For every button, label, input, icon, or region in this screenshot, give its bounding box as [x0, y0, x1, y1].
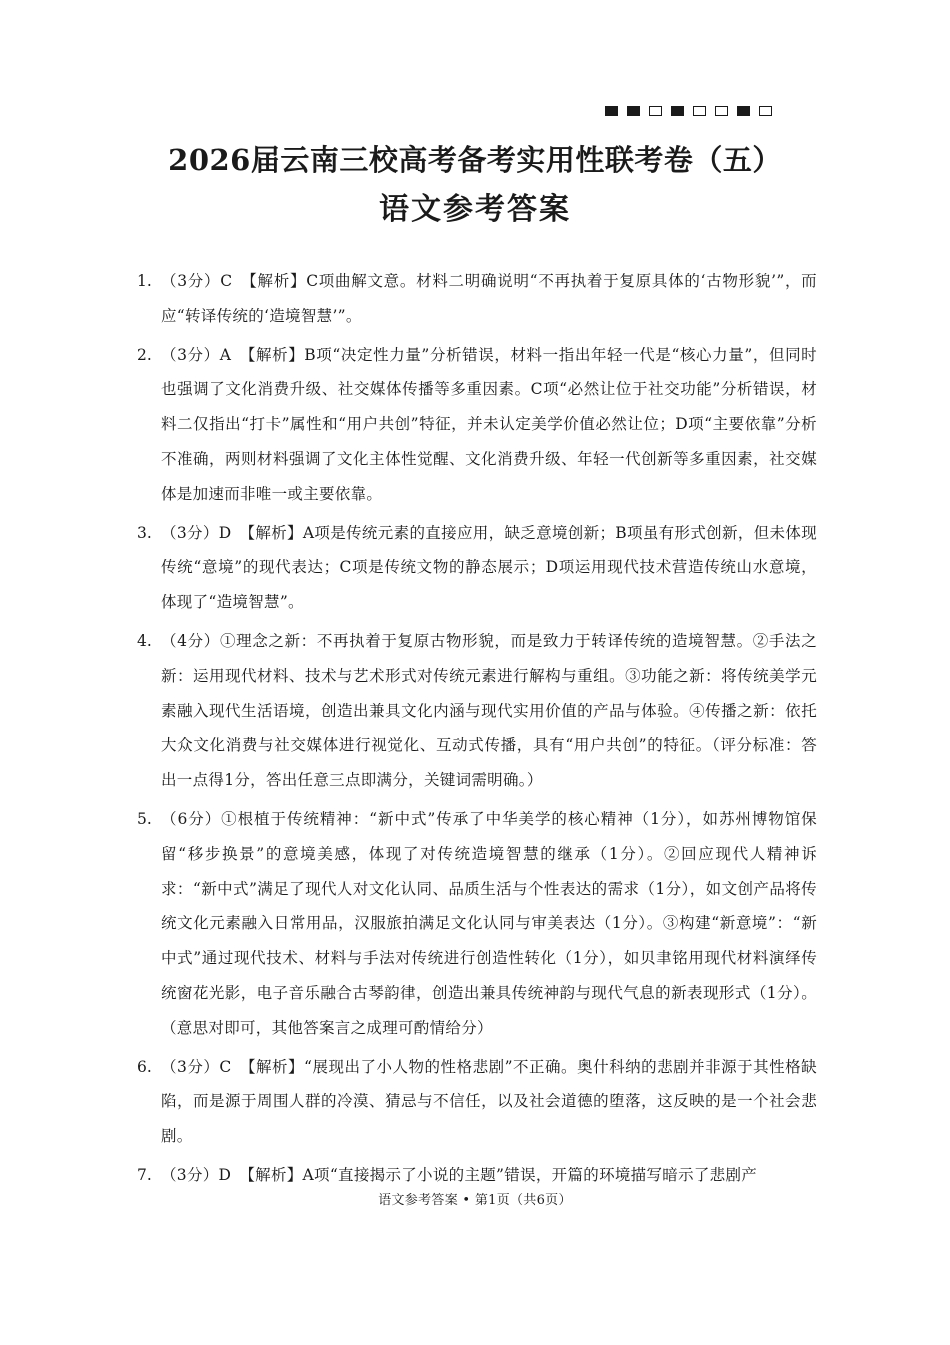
filled-square-mark	[671, 106, 684, 116]
answer-item	[137, 516, 817, 620]
answer-item	[137, 1050, 817, 1154]
answer-item	[137, 1158, 817, 1193]
answer-item	[137, 624, 817, 798]
answer-item	[137, 802, 817, 1046]
filled-square-mark	[605, 106, 618, 116]
empty-square-mark	[715, 106, 728, 116]
answer-text: （3分）D 【解析】A项“直接揭示了小说的主题”错误，开篇的环境描写暗示了悲剧产	[161, 1165, 758, 1184]
answer-text: （6分）①根植于传统精神：“新中式”传承了中华美学的核心精神（1分），如苏州博物馆保留“移步换景”的意境美感，体现了对传统造境智慧的继承（1分）。②回应现代人精神诉求：“新中式”满足了现代人对文化认同、品质生活与个性表达的需求（1分），如文创产品将传统文化元素融入日常用品，汉服旅拍满足文化认同与审美表达（1分）。③构建“新意境”：“新中式”通过现代技术、材料与手法对传统进行创造性转化（1分），如贝聿铭用现代材料演绎传统窗花光影，电子音乐融合古琴韵律，创造出兼具传统神韵与现代气息的新表现形式（1分）。（意思对即可，其他答案言之成理可酌情给分）	[161, 809, 817, 1037]
answer-text: （3分）A 【解析】B项“决定性力量”分析错误，材料一指出年轻一代是“核心力量”，但同时也强调了文化消费升级、社交媒体传播等多重因素。C项“必然让位于社交功能”分析错误，材料二仅指出“打卡”属性和“用户共创”特征，并未认定美学价值必然让位；D项“主要依靠”分析不准确，两则材料强调了文化主体性觉醒、文化消费升级、年轻一代创新等多重因素，社交媒体是加速而非唯一或主要依靠。	[161, 345, 817, 503]
answer-text: （3分）D 【解析】A项是传统元素的直接应用，缺乏意境创新；B项虽有形式创新，但未体现传统“意境”的现代表达；C项是传统文物的静态展示；D项运用现代技术营造传统山水意境，体现了“造境智慧”。	[161, 523, 817, 612]
empty-square-mark	[649, 106, 662, 116]
answer-item	[137, 338, 817, 512]
filled-square-mark	[627, 106, 640, 116]
document-title: 语文参考答案	[379, 192, 571, 227]
answer-text: （4分）①理念之新：不再执着于复原古物形貌，而是致力于转译传统的造境智慧。②手法之新：运用现代材料、技术与艺术形式对传统元素进行解构与重组。③功能之新：将传统美学元素融入现代生活语境，创造出兼具文化内涵与现代实用价值的产品与体验。④传播之新：依托大众文化消费与社交媒体进行视觉化、互动式传播，具有“用户共创”的特征。（评分标准：答出一点得1分，答出任意三点即满分，关键词需明确。）	[161, 631, 817, 790]
empty-square-mark	[759, 106, 772, 116]
answer-text: （3分）C 【解析】C项曲解文意。材料二明确说明“不再执着于复原具体的‘古物形貌’”，而应“转译传统的‘造境智慧’”。	[161, 272, 817, 325]
answer-number: 3.	[137, 523, 152, 542]
answer-number: 4.	[137, 631, 152, 650]
answer-list	[137, 264, 817, 1197]
answer-number: 2.	[137, 345, 152, 364]
empty-square-mark	[693, 106, 706, 116]
answer-number: 7.	[137, 1165, 152, 1184]
answer-number: 1.	[137, 272, 152, 290]
exam-title: 2026届云南三校高考备考实用性联考卷（五）	[168, 143, 782, 177]
answer-item	[137, 264, 817, 334]
filled-square-mark	[737, 106, 750, 116]
page-footer: 语文参考答案 • 第1页（共6页）	[378, 1193, 572, 1208]
answer-number: 5.	[137, 809, 152, 828]
corner-marks	[605, 106, 772, 116]
answer-text: （3分）C 【解析】“展现出了小人物的性格悲剧”不正确。奥什科纳的悲剧并非源于其性格缺陷，而是源于周围人群的冷漠、猜忌与不信任，以及社会道德的堕落，这反映的是一个社会悲剧。	[161, 1057, 817, 1146]
answer-number: 6.	[137, 1057, 152, 1076]
